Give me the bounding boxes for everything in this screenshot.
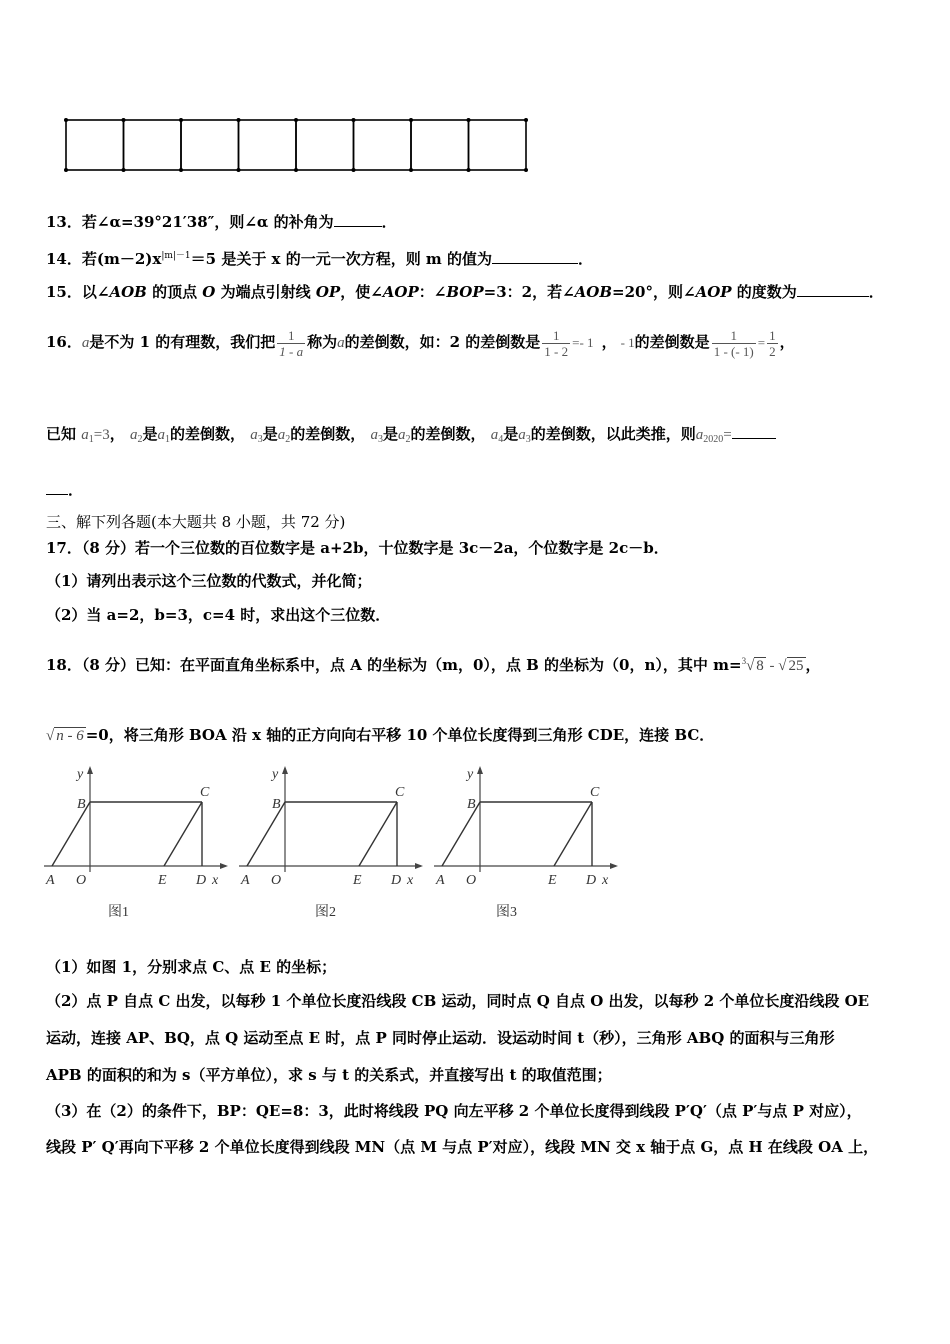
q15-t1: 的顶点 xyxy=(146,283,203,301)
label-x: x xyxy=(602,873,609,888)
q15-t6: =20°，则∠ xyxy=(612,283,696,301)
q18-sqrt-n6-radicand: n - 6 xyxy=(56,728,84,744)
grid-dot xyxy=(524,168,528,172)
label-y: y xyxy=(77,767,84,782)
figure-caption: 图3 xyxy=(496,905,517,920)
q18-sqrt: √ 25 xyxy=(778,658,804,674)
q14-pre: 14．若(m－2)x xyxy=(46,250,162,268)
label-B: B xyxy=(467,797,476,812)
y-axis-arrow xyxy=(87,766,93,774)
q16-a3-sub: 3 xyxy=(257,434,263,445)
q16-frac-1 xyxy=(277,328,305,359)
q16-eq2: = xyxy=(723,427,732,443)
q16-a2b-sub: 2 xyxy=(285,434,291,445)
q16-is2: 是 xyxy=(262,425,278,443)
label-E: E xyxy=(548,873,557,888)
segment-EC xyxy=(359,802,397,866)
q16-a3 xyxy=(250,427,263,443)
q18-part3-b: 线段 P′ Q′再向下平移 2 个单位长度得到线段 MN（点 M 与点 P′对应），线段 MN 交 x 轴于点 G，点 H 在线段 OA 上， xyxy=(46,1138,879,1156)
q16-a2020 xyxy=(696,427,724,443)
label-C: C xyxy=(395,785,405,800)
q13-text: 13．若∠α=39°21′38″，则∠α 的补角为 xyxy=(46,213,334,231)
q16-a3c-letter: a xyxy=(370,427,378,443)
label-y: y xyxy=(467,767,474,782)
q18-sqrt-radicand: 25 xyxy=(788,658,804,674)
segment-EC xyxy=(554,802,592,866)
q18-l1-end: ， xyxy=(805,656,821,674)
q16-a: a xyxy=(81,335,90,351)
figure-caption: 图2 xyxy=(315,905,336,920)
q16-end: ． xyxy=(68,481,84,499)
x-axis-arrow xyxy=(415,863,423,869)
grid-cell[interactable] xyxy=(181,120,239,170)
grid-dot xyxy=(179,168,183,172)
label-A: A xyxy=(436,873,445,888)
grid-dot xyxy=(467,168,471,172)
q14-post: ＝5 是关于 x 的一元一次方程，则 m 的值为 xyxy=(190,250,493,268)
question-15 xyxy=(46,282,884,302)
q16-c1: ， xyxy=(109,425,125,443)
grid-cell[interactable] xyxy=(296,120,354,170)
q16-is3: 是 xyxy=(383,425,399,443)
q18-part2-c: APB 的面积的和为 s（平方单位），求 s 与 t 的关系式，并直接写出 t 的取值范围； xyxy=(46,1066,612,1084)
q15-t3: ，使∠ xyxy=(340,283,383,301)
q18-part1: （1）如图 1，分别求点 C、点 E 的坐标； xyxy=(46,958,337,976)
q16-f3-num: 1 xyxy=(712,328,756,344)
q16-a1-val: =3 xyxy=(93,427,110,443)
segment-EC xyxy=(164,802,202,866)
q16-f1-num: 1 xyxy=(277,328,305,344)
q16-a1 xyxy=(81,427,94,443)
label-x: x xyxy=(212,873,219,888)
q16-answer-blank[interactable] xyxy=(732,424,776,439)
q16-a2-letter: a xyxy=(129,427,138,443)
q16-t5: 的差倒数是 xyxy=(634,333,710,351)
grid-dot xyxy=(409,118,413,122)
section-3-heading: 三、解下列各题(本大题共 8 小题，共 72 分) xyxy=(46,513,346,531)
q16-neg1: - 1 xyxy=(620,335,635,350)
figure-caption: 图1 xyxy=(108,905,129,920)
q14-answer-blank[interactable] xyxy=(492,249,578,264)
q18-line2 xyxy=(46,722,714,749)
q16-t3: 的差倒数，如：2 的差倒数是 xyxy=(344,333,541,351)
q15-answer-blank[interactable] xyxy=(797,282,869,297)
grid-dot xyxy=(64,118,68,122)
q15-t0: 15．以∠ xyxy=(46,283,110,301)
q16-f1-den: 1 - a xyxy=(279,343,304,359)
q16-a1b xyxy=(157,427,170,443)
q15-t7: 的度数为 xyxy=(731,283,797,301)
label-A: A xyxy=(241,873,250,888)
grid-dot xyxy=(237,168,241,172)
q18-cube-index: 3 xyxy=(741,656,747,666)
q15-aob2: AOB xyxy=(574,283,613,301)
q15-aop: AOP xyxy=(382,283,419,301)
q16-t1: 是不为 1 的有理数，我们把 xyxy=(89,333,276,351)
grid-dot xyxy=(352,168,356,172)
figures xyxy=(40,760,640,930)
q18-line1 xyxy=(46,648,821,679)
q16-a1b-letter: a xyxy=(157,427,165,443)
q16-a3-letter: a xyxy=(250,427,258,443)
y-axis-arrow xyxy=(477,766,483,774)
q16-a2c xyxy=(398,427,411,443)
q16-a2c-sub: 2 xyxy=(405,434,411,445)
q16-a2 xyxy=(130,427,143,443)
q15-op: OP xyxy=(315,283,341,301)
q16-dr2: 的差倒数， xyxy=(290,425,366,443)
x-axis-arrow xyxy=(610,863,618,869)
q18-l2: =0，将三角形 BOA 沿 x 轴的正方向向右平移 10 个单位长度得到三角形 CDE，连接 BC． xyxy=(85,726,715,744)
question-16-line1 xyxy=(46,327,795,359)
q16-dr4: 的差倒数，以此类推，则 xyxy=(530,425,696,443)
q16-t6: ， xyxy=(779,333,795,351)
q15-end: ． xyxy=(868,283,884,301)
q13-end: ． xyxy=(381,213,397,231)
label-O: O xyxy=(271,873,282,888)
grid-dot xyxy=(467,118,471,122)
label-C: C xyxy=(590,785,600,800)
q16-answer-blank-cont[interactable] xyxy=(46,480,68,495)
label-B: B xyxy=(272,797,281,812)
label-B: B xyxy=(77,797,86,812)
q16-f4-den: 2 xyxy=(769,343,776,359)
q18-minus: - xyxy=(765,658,779,674)
q16-frac-2 xyxy=(542,328,570,359)
q16-a1-letter: a xyxy=(81,427,89,443)
grid-dot xyxy=(237,118,241,122)
grid-dot xyxy=(294,118,298,122)
q15-t2: 为端点引射线 xyxy=(215,283,316,301)
q15-o: O xyxy=(202,283,216,301)
label-E: E xyxy=(353,873,362,888)
q16-t2: 称为 xyxy=(307,333,338,351)
q18-cube-root: $^3$√ 8 xyxy=(741,656,764,674)
q16-t4: ， xyxy=(601,333,617,351)
q16-a2: a xyxy=(337,335,345,351)
q16-a3d-letter: a xyxy=(518,427,526,443)
q16-eq: = xyxy=(757,335,766,350)
q16-f4-num: 1 xyxy=(769,327,776,343)
q18-part2-a: （2）点 P 自点 C 出发，以每秒 1 个单位长度沿线段 CB 运动，同时点 Q 自点 O 出发，以每秒 2 个单位长度沿线段 OE xyxy=(46,992,870,1010)
q16-frac-3 xyxy=(712,328,756,359)
question-16-line2 xyxy=(46,424,776,450)
q18-part3-a: （3）在（2）的条件下，BP：QE=8：3，此时将线段 PQ 向左平移 2 个单位长度得到线段 P′Q′（点 P′与点 P 对应）， xyxy=(46,1102,862,1120)
q16-a2c-letter: a xyxy=(398,427,406,443)
label-O: O xyxy=(76,873,87,888)
grid-dot xyxy=(409,168,413,172)
grid-cell[interactable] xyxy=(124,120,182,170)
q14-end: ． xyxy=(578,250,594,268)
question-16-line3 xyxy=(46,480,83,500)
grid-dot xyxy=(294,168,298,172)
q16-a2-sub: 2 xyxy=(137,434,143,445)
grid-dot xyxy=(64,168,68,172)
q16-f3-den: 1 - (- 1) xyxy=(713,343,754,359)
y-axis-arrow xyxy=(282,766,288,774)
q16-a2020-letter: a xyxy=(695,427,704,443)
q16-is4: 是 xyxy=(503,425,519,443)
grid-cell[interactable] xyxy=(469,120,527,170)
q13-answer-blank[interactable] xyxy=(334,212,382,227)
q16-a2b xyxy=(278,427,291,443)
grid-dot xyxy=(352,118,356,122)
q15-t4: ：∠ xyxy=(418,283,447,301)
q18-sqrt-n6: √ n - 6 xyxy=(46,728,84,744)
q15-aob: AOB xyxy=(109,283,147,301)
grid-dot xyxy=(122,168,126,172)
label-D: D xyxy=(586,873,597,888)
q17-part2: （2）当 a=2，b=3，c=4 时，求出这个三位数． xyxy=(46,606,391,624)
q16-num: 16． xyxy=(46,333,82,351)
grid-dot xyxy=(179,118,183,122)
q16-a3c-sub: 3 xyxy=(378,434,383,445)
q18-cube-radicand: 8 xyxy=(756,658,764,674)
question-13 xyxy=(46,212,397,232)
grid-dot xyxy=(524,118,528,122)
q16-a3d xyxy=(518,427,531,443)
q18-l1: 18．（8 分）已知：在平面直角坐标系中，点 A 的坐标为（m，0），点 B 的坐标为（0，n），其中 m= xyxy=(46,656,742,674)
label-A: A xyxy=(46,873,55,888)
q18-part2-b: 运动，连接 AP、BQ，点 Q 运动至点 E 时，点 P 同时停止运动．设运动时间 t（秒），三角形 ABQ 的面积与三角形 xyxy=(46,1029,835,1047)
label-D: D xyxy=(391,873,402,888)
grid-cell[interactable] xyxy=(354,120,412,170)
question-14 xyxy=(46,246,593,269)
q16-f2-den: 1 - 2 xyxy=(544,343,569,359)
q16-a2020-sub: 2020 xyxy=(703,434,724,445)
q16-dr1: 的差倒数， xyxy=(169,425,245,443)
label-C: C xyxy=(200,785,210,800)
q16-l2-pre: 已知 xyxy=(46,425,77,443)
q16-f2-num: 1 xyxy=(542,328,570,344)
q17-part1: （1）请列出表示这个三位数的代数式，并化简； xyxy=(46,572,372,590)
q15-aop2: AOP xyxy=(695,283,732,301)
label-D: D xyxy=(196,873,207,888)
grid-cell[interactable] xyxy=(239,120,297,170)
q16-a3d-sub: 3 xyxy=(525,434,531,445)
x-axis-arrow xyxy=(220,863,228,869)
q16-f2-result: =- 1 xyxy=(572,335,594,350)
q16-a3c xyxy=(371,427,384,443)
q16-dr3: 的差倒数， xyxy=(410,425,486,443)
q16-a4-sub: 4 xyxy=(498,434,504,445)
q16-a1-sub: 1 xyxy=(88,434,94,445)
grid-cell[interactable] xyxy=(66,120,124,170)
grid-cell[interactable] xyxy=(411,120,469,170)
label-O: O xyxy=(466,873,477,888)
q15-t5: =3：2，若∠ xyxy=(483,283,575,301)
q16-is1: 是 xyxy=(142,425,158,443)
answer-grid xyxy=(60,116,530,176)
grid-dot xyxy=(122,118,126,122)
q16-a4-letter: a xyxy=(490,427,499,443)
q16-frac-4 xyxy=(767,328,778,359)
label-x: x xyxy=(407,873,414,888)
q16-a1b-sub: 1 xyxy=(164,434,170,445)
q17-stem: 17．（8 分）若一个三位数的百位数字是 a+2b，十位数字是 3c－2a，个位数字是 2c－b． xyxy=(46,539,669,557)
q14-exponent: |m|－1 xyxy=(161,251,191,261)
label-E: E xyxy=(158,873,167,888)
q15-bop: BOP xyxy=(446,283,484,301)
q16-a2b-letter: a xyxy=(277,427,286,443)
q16-a4 xyxy=(491,427,504,443)
label-y: y xyxy=(272,767,279,782)
